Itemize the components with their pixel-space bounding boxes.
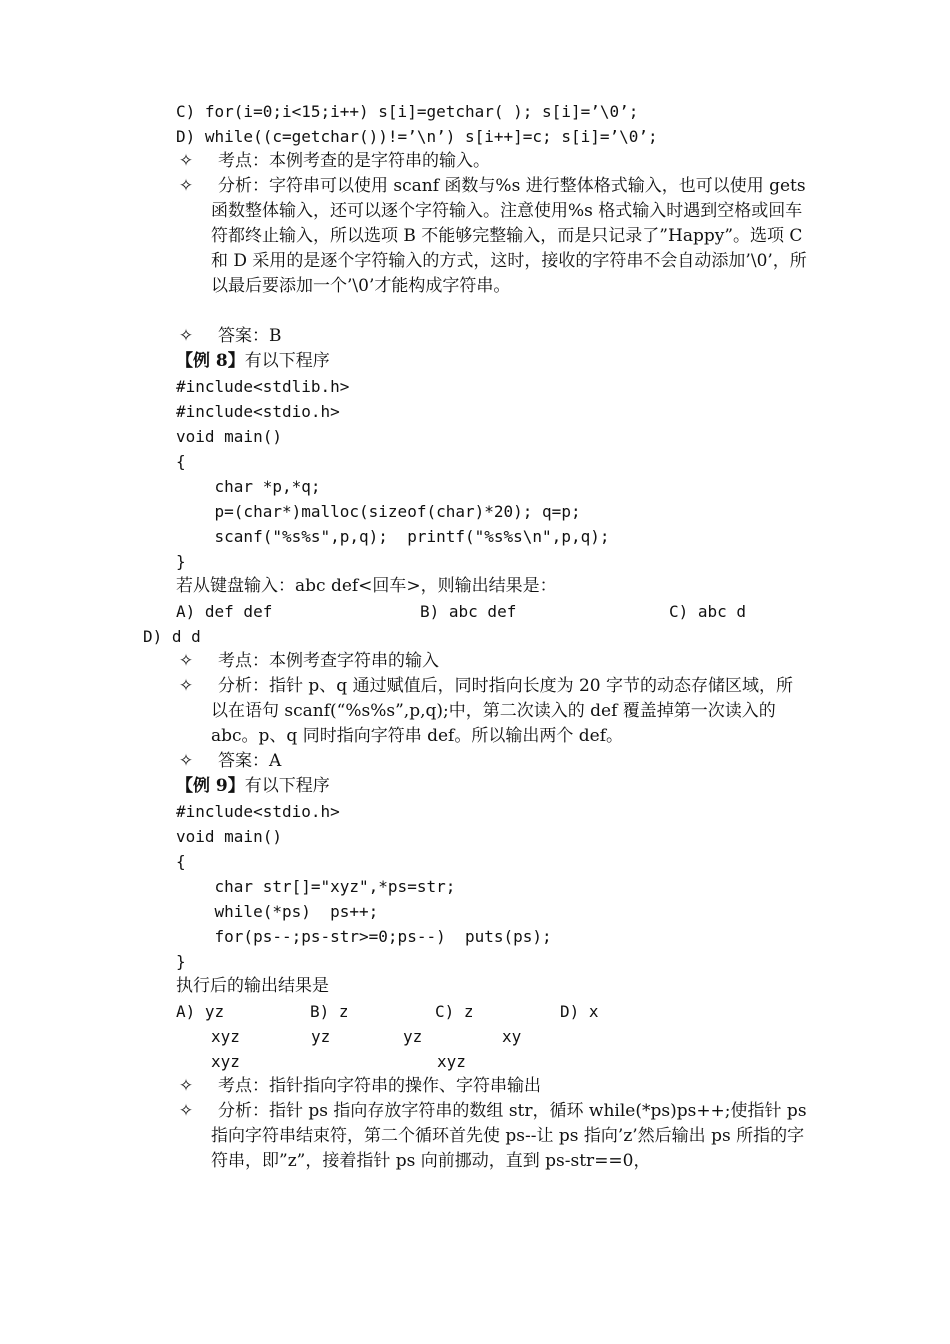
bullet-icon: ✧ <box>178 1076 194 1096</box>
ex9-prompt: 执行后的输出结果是 <box>176 976 329 996</box>
ex7-point: 考点：本例考查的是字符串的输入。 <box>218 151 490 171</box>
ex8-title-label: 【例 8】 <box>176 351 245 371</box>
ex9-code-line: void main() <box>176 827 282 846</box>
ex8-prompt: 若从键盘输入：abc def<回车>，则输出结果是： <box>176 576 557 596</box>
ex7-answer: 答案：B <box>218 326 282 346</box>
ex9-option-b-line2: yz <box>311 1027 331 1046</box>
ex9-code-line: #include<stdio.h> <box>176 802 340 821</box>
ex9-code-line: char str[]="xyz",*ps=str; <box>176 877 456 896</box>
ex7-analysis: 分析：字符串可以使用 scanf 函数与%s 进行整体格式输入，也可以使用 gets 函数整体输入，还可以逐个字符输入。注意使用%s 格式输入时遇到空格或回车符都终止输入，所以选项 B 不能够完整输入，而是只记录了”Happy”。选项 C 和 D 采用的是逐个字符输入的方式，这时，接收的字符串不会自动添加’\0’，所以最后要添加一个’\0’才能构成字符串。 <box>211 176 807 296</box>
ex9-option-b-line1: B) z <box>310 1002 349 1021</box>
bullet-icon: ✧ <box>178 1101 194 1121</box>
ex8-point: 考点：本例考查字符串的输入 <box>218 651 439 671</box>
ex9-code-line: { <box>176 852 186 871</box>
ex8-answer: 答案：A <box>218 751 282 771</box>
option-d-line: D) while((c=getchar())!=’\n’) s[i++]=c; s[i]=’\0’; <box>176 127 658 146</box>
ex8-option-b: B) abc def <box>420 602 517 621</box>
bullet-icon: ✧ <box>178 751 194 771</box>
ex9-option-c-line2: yz <box>403 1027 423 1046</box>
ex9-option-a-line3: xyz <box>211 1052 240 1071</box>
ex9-option-c-line1: C) z <box>435 1002 474 1021</box>
ex9-analysis: 分析：指针 ps 指向存放字符串的数组 str，循环 while(*ps)ps++;使指针 ps 指向字符串结束符，第二个循环首先使 ps--让 ps 指向’z’然后输出 ps 所指的字符串，即”z”，接着指针 ps 向前挪动，直到 ps-str==0， <box>211 1101 807 1171</box>
ex8-option-c: C) abc d <box>669 602 747 621</box>
ex8-analysis: 分析：指针 p、q 通过赋值后，同时指向长度为 20 字节的动态存储区域，所以在语句 scanf(“%s%s”,p,q);中，第二次读入的 def 覆盖掉第一次读入的 abc。p、q 同时指向字符串 def。所以输出两个 def。 <box>211 676 794 746</box>
bullet-icon: ✧ <box>178 151 194 171</box>
ex9-option-d-line1: D) x <box>560 1002 599 1021</box>
ex8-code-line: } <box>176 552 186 571</box>
option-c-line: C) for(i=0;i<15;i++) s[i]=getchar( ); s[i]=’\0’; <box>176 102 639 121</box>
ex8-code-line: void main() <box>176 427 282 446</box>
ex9-code-line: while(*ps) ps++; <box>176 902 379 921</box>
ex8-code-line: #include<stdlib.h> <box>176 377 350 396</box>
ex9-option-a-line2: xyz <box>211 1027 240 1046</box>
ex9-code-line: for(ps--;ps-str>=0;ps--) puts(ps); <box>176 927 552 946</box>
ex8-code-line: #include<stdio.h> <box>176 402 340 421</box>
ex8-option-d: D) d d <box>143 627 201 646</box>
ex9-title-label: 【例 9】 <box>176 776 245 796</box>
ex8-code-line: p=(char*)malloc(sizeof(char)*20); q=p; <box>176 502 581 521</box>
ex9-option-c-line3: xyz <box>437 1052 466 1071</box>
ex8-code-line: char *p,*q; <box>176 477 321 496</box>
bullet-icon: ✧ <box>178 676 194 696</box>
ex9-option-a-line1: A) yz <box>176 1002 225 1021</box>
ex8-option-a: A) def def <box>176 602 273 621</box>
ex8-code-line: scanf("%s%s",p,q); printf("%s%s\n",p,q); <box>176 527 610 546</box>
ex9-title <box>176 774 330 799</box>
bullet-icon: ✧ <box>178 176 194 196</box>
bullet-icon: ✧ <box>178 326 194 346</box>
ex9-code-line: } <box>176 952 186 971</box>
ex9-title-text: 有以下程序 <box>244 776 330 796</box>
ex9-option-d-line2: xy <box>502 1027 522 1046</box>
ex8-title <box>176 349 330 374</box>
bullet-icon: ✧ <box>178 651 194 671</box>
ex8-title-text: 有以下程序 <box>244 351 330 371</box>
ex9-point: 考点：指针指向字符串的操作、字符串输出 <box>218 1076 541 1096</box>
ex8-code-line: { <box>176 452 186 471</box>
